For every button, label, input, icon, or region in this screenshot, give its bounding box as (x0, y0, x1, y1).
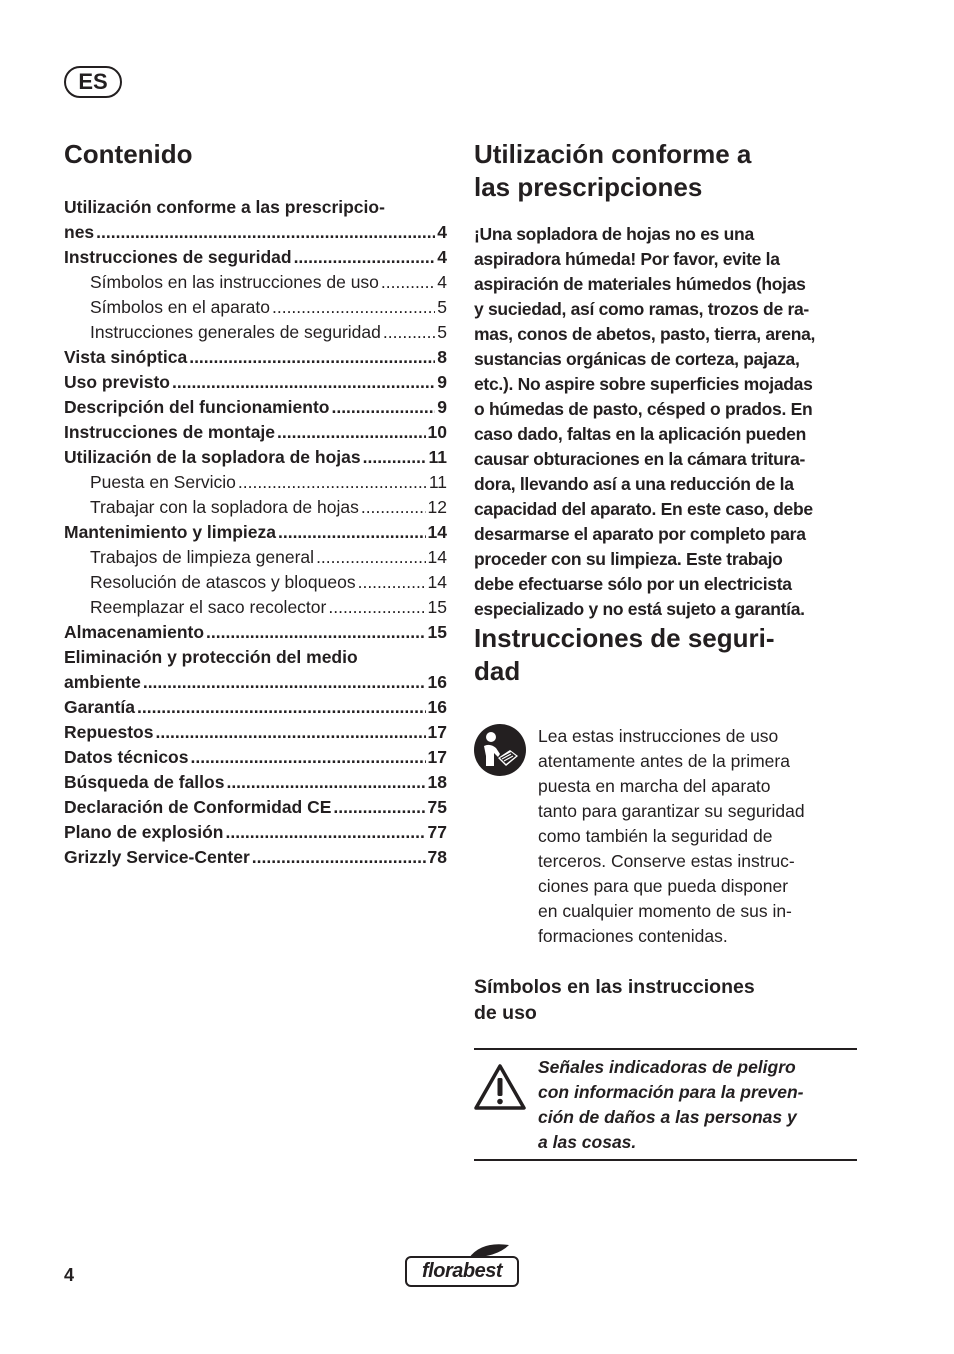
toc-entry-line[interactable]: Eliminación y protección del medio (64, 647, 358, 667)
usage-heading-line2: las prescripciones (474, 172, 703, 202)
toc-subentry[interactable] (64, 495, 447, 520)
warning-text (538, 1055, 803, 1155)
toc-entry-label: Grizzly Service-Center (64, 847, 250, 867)
toc-leader-dots (358, 570, 426, 595)
toc-entry-page: 9 (437, 397, 447, 417)
toc-leader-dots (277, 420, 426, 445)
toc-subentry[interactable] (64, 320, 447, 345)
usage-text-line: caso dado, faltas en la aplicación pueden (474, 424, 806, 444)
toc-entry-label: Resolución de atascos y bloqueos (90, 572, 356, 592)
toc-entry-label: Vista sinóptica (64, 347, 188, 367)
safety-heading-line2: dad (474, 656, 521, 686)
toc-entry[interactable] (64, 220, 447, 245)
toc-entry-page: 5 (437, 297, 447, 317)
toc-entry-label: Garantía (64, 697, 135, 717)
toc-subentry[interactable] (64, 470, 447, 495)
toc-leader-dots (96, 220, 435, 245)
toc-entry-page: 9 (437, 372, 447, 392)
read-manual-icon (474, 724, 526, 776)
toc-entry-label: Símbolos en las instrucciones de uso (90, 272, 379, 292)
toc-leader-dots (226, 770, 425, 795)
toc-leader-dots (272, 295, 435, 320)
toc-leader-dots (137, 695, 426, 720)
usage-text-line: dora, llevando así a una reducción de la (474, 474, 794, 494)
warning-box (474, 1048, 857, 1161)
toc-subentry[interactable] (64, 545, 447, 570)
toc-entry-page: 5 (437, 322, 447, 342)
toc-entry-page: 75 (427, 797, 447, 817)
usage-text-line: o húmedas de pasto, césped o prados. En (474, 399, 813, 419)
toc-entry[interactable] (64, 395, 447, 420)
toc-leader-dots (206, 620, 425, 645)
toc-entry-page: 77 (427, 822, 447, 842)
usage-text-line: etc.). No aspire sobre superficies mojadas (474, 374, 813, 394)
toc-entry-page: 8 (437, 347, 447, 367)
toc-entry[interactable] (64, 695, 447, 720)
toc-leader-dots (361, 495, 426, 520)
toc-entry[interactable] (64, 520, 447, 545)
toc-entry-page: 15 (427, 622, 447, 642)
usage-text-line: proceder con su limpieza. Este trabajo (474, 549, 783, 569)
read-manual-text (538, 724, 805, 949)
toc-leader-dots (363, 445, 427, 470)
florabest-logo (405, 1243, 519, 1289)
read-manual-text-line: en cualquier momento de sus in- (538, 901, 792, 921)
toc-leader-dots (143, 670, 426, 695)
toc-entry-label: Mantenimiento y limpieza (64, 522, 276, 542)
toc-leader-dots (252, 845, 426, 870)
toc-entry-page: 14 (427, 547, 447, 567)
toc-entry-page: 17 (427, 747, 447, 767)
read-manual-text-line: ciones para que pueda disponer (538, 876, 789, 896)
toc-entry-page: 78 (427, 847, 447, 867)
toc-leader-dots (294, 245, 436, 270)
toc-entry[interactable] (64, 820, 447, 845)
usage-text-line: aspiradora húmeda! Por favor, evite la (474, 249, 780, 269)
language-badge: ES (64, 66, 122, 98)
toc-subentry[interactable] (64, 595, 447, 620)
usage-text-line: especializado y no está sujeto a garantía. (474, 599, 805, 619)
usage-text-line: aspiración de materiales húmedos (hojas (474, 274, 806, 294)
toc-entry[interactable] (64, 745, 447, 770)
toc-leader-dots (190, 745, 425, 770)
toc-entry-label: Utilización de la sopladora de hojas (64, 447, 361, 467)
toc-entry[interactable] (64, 370, 447, 395)
usage-text-line: debe efectuarse sólo por un electricista (474, 574, 792, 594)
toc-entry-page: 11 (428, 447, 447, 467)
toc-leader-dots (155, 720, 425, 745)
usage-text-line: mas, conos de abetos, pasto, tierra, arena, (474, 324, 816, 344)
read-manual-text-line: atentamente antes de la primera (538, 751, 790, 771)
toc-leader-dots (189, 345, 435, 370)
toc-entry-page: 16 (427, 672, 447, 692)
toc-leader-dots (331, 395, 435, 420)
warning-triangle-icon (474, 1063, 526, 1111)
usage-text-line: ¡Una sopladora de hojas no es una (474, 224, 754, 244)
toc-leader-dots (278, 520, 426, 545)
warning-text-line: a las cosas. (538, 1132, 637, 1152)
toc-subentry[interactable] (64, 270, 447, 295)
usage-text-line: causar obturaciones en la cámara tritura- (474, 449, 806, 469)
usage-text-line: y suciedad, así como ramas, trozos de ra- (474, 299, 809, 319)
toc-subentry[interactable] (64, 295, 447, 320)
warning-text-line: con información para la preven- (538, 1082, 804, 1102)
usage-heading (474, 138, 858, 204)
read-manual-text-line: formaciones contenidas. (538, 926, 728, 946)
toc-entry-page: 12 (427, 497, 447, 517)
usage-text-line: desarmarse el aparato por completo para (474, 524, 806, 544)
read-manual-text-line: terceros. Conserve estas instruc- (538, 851, 795, 871)
toc-entry-page: 10 (427, 422, 447, 442)
toc-leader-dots (316, 545, 425, 570)
toc-entry-page: 17 (427, 722, 447, 742)
usage-paragraph (474, 222, 858, 622)
toc-entry-label: Repuestos (64, 722, 154, 742)
toc-leader-dots (238, 470, 427, 495)
toc-entry-label: Declaración de Conformidad CE (64, 797, 332, 817)
toc-entry-label: Datos técnicos (64, 747, 189, 767)
safety-heading-line1: Instrucciones de seguri- (474, 623, 775, 653)
usage-heading-line1: Utilización conforme a (474, 139, 752, 169)
read-manual-text-line: como también la seguridad de (538, 826, 773, 846)
toc-entry-label: Descripción del funcionamiento (64, 397, 330, 417)
read-manual-block (474, 724, 858, 949)
toc-entry-label: Instrucciones de seguridad (64, 247, 292, 267)
toc-entry-label: Almacenamiento (64, 622, 205, 642)
toc-title: Contenido (64, 139, 193, 169)
table-of-contents (64, 138, 447, 870)
toc-entry-label: Instrucciones generales de seguridad (90, 322, 381, 342)
symbols-subheading (474, 974, 858, 1026)
toc-entry[interactable] (64, 420, 447, 445)
toc-leader-dots (328, 595, 425, 620)
warning-text-line: ción de daños a las personas y (538, 1107, 797, 1127)
toc-leader-dots (383, 320, 435, 345)
toc-entry-label: Trabajar con la sopladora de hojas (90, 497, 359, 517)
toc-entry-line[interactable]: Utilización conforme a las prescripcio- (64, 197, 385, 217)
toc-list (64, 195, 447, 870)
toc-entry-label: Plano de explosión (64, 822, 224, 842)
toc-entry[interactable] (64, 620, 447, 645)
toc-entry-page: 15 (427, 597, 447, 617)
toc-entry-page: 11 (428, 472, 447, 492)
toc-entry-page: 4 (437, 272, 447, 292)
toc-entry[interactable] (64, 445, 447, 470)
toc-entry-page: 14 (427, 522, 447, 542)
toc-entry-page: 4 (437, 222, 447, 242)
content-column (474, 138, 858, 1161)
safety-heading (474, 622, 858, 688)
toc-entry-page: 18 (427, 772, 447, 792)
toc-leader-dots (172, 370, 435, 395)
toc-entry[interactable] (64, 770, 447, 795)
toc-entry-label: Instrucciones de montaje (64, 422, 276, 442)
usage-text-line: capacidad del aparato. En este caso, debe (474, 499, 813, 519)
toc-entry-page: 14 (427, 572, 447, 592)
toc-entry-label: Búsqueda de fallos (64, 772, 225, 792)
toc-entry[interactable] (64, 720, 447, 745)
read-manual-text-line: puesta en marcha del aparato (538, 776, 771, 796)
toc-entry[interactable] (64, 795, 447, 820)
toc-entry-label: ambiente (64, 672, 141, 692)
read-manual-text-line: tanto para garantizar su seguridad (538, 801, 805, 821)
toc-entry-label: Uso previsto (64, 372, 170, 392)
toc-entry[interactable] (64, 245, 447, 270)
toc-entry-label: Trabajos de limpieza general (90, 547, 315, 567)
toc-entry[interactable] (64, 345, 447, 370)
toc-entry[interactable] (64, 670, 447, 695)
toc-leader-dots (225, 820, 425, 845)
toc-entry[interactable] (64, 845, 447, 870)
toc-entry-label: Reemplazar el saco recolector (90, 597, 327, 617)
symbols-subheading-line2: de uso (474, 1002, 537, 1024)
warning-text-line: Señales indicadoras de peligro (538, 1057, 796, 1077)
toc-entry-page: 4 (437, 247, 447, 267)
toc-subentry[interactable] (64, 570, 447, 595)
read-manual-text-line: Lea estas instrucciones de uso (538, 726, 779, 746)
symbols-subheading-line1: Símbolos en las instrucciones (474, 976, 755, 998)
toc-entry-label: Símbolos en el aparato (90, 297, 270, 317)
toc-entry-label: nes (64, 222, 95, 242)
toc-leader-dots (333, 795, 425, 820)
page-number: 4 (64, 1265, 75, 1285)
usage-text-line: sustancias orgánicas de corteza, pajaza, (474, 349, 800, 369)
toc-entry-label: Puesta en Servicio (90, 472, 236, 492)
toc-leader-dots (381, 270, 435, 295)
logo-text: florabest (405, 1256, 519, 1287)
toc-entry-page: 16 (427, 697, 447, 717)
